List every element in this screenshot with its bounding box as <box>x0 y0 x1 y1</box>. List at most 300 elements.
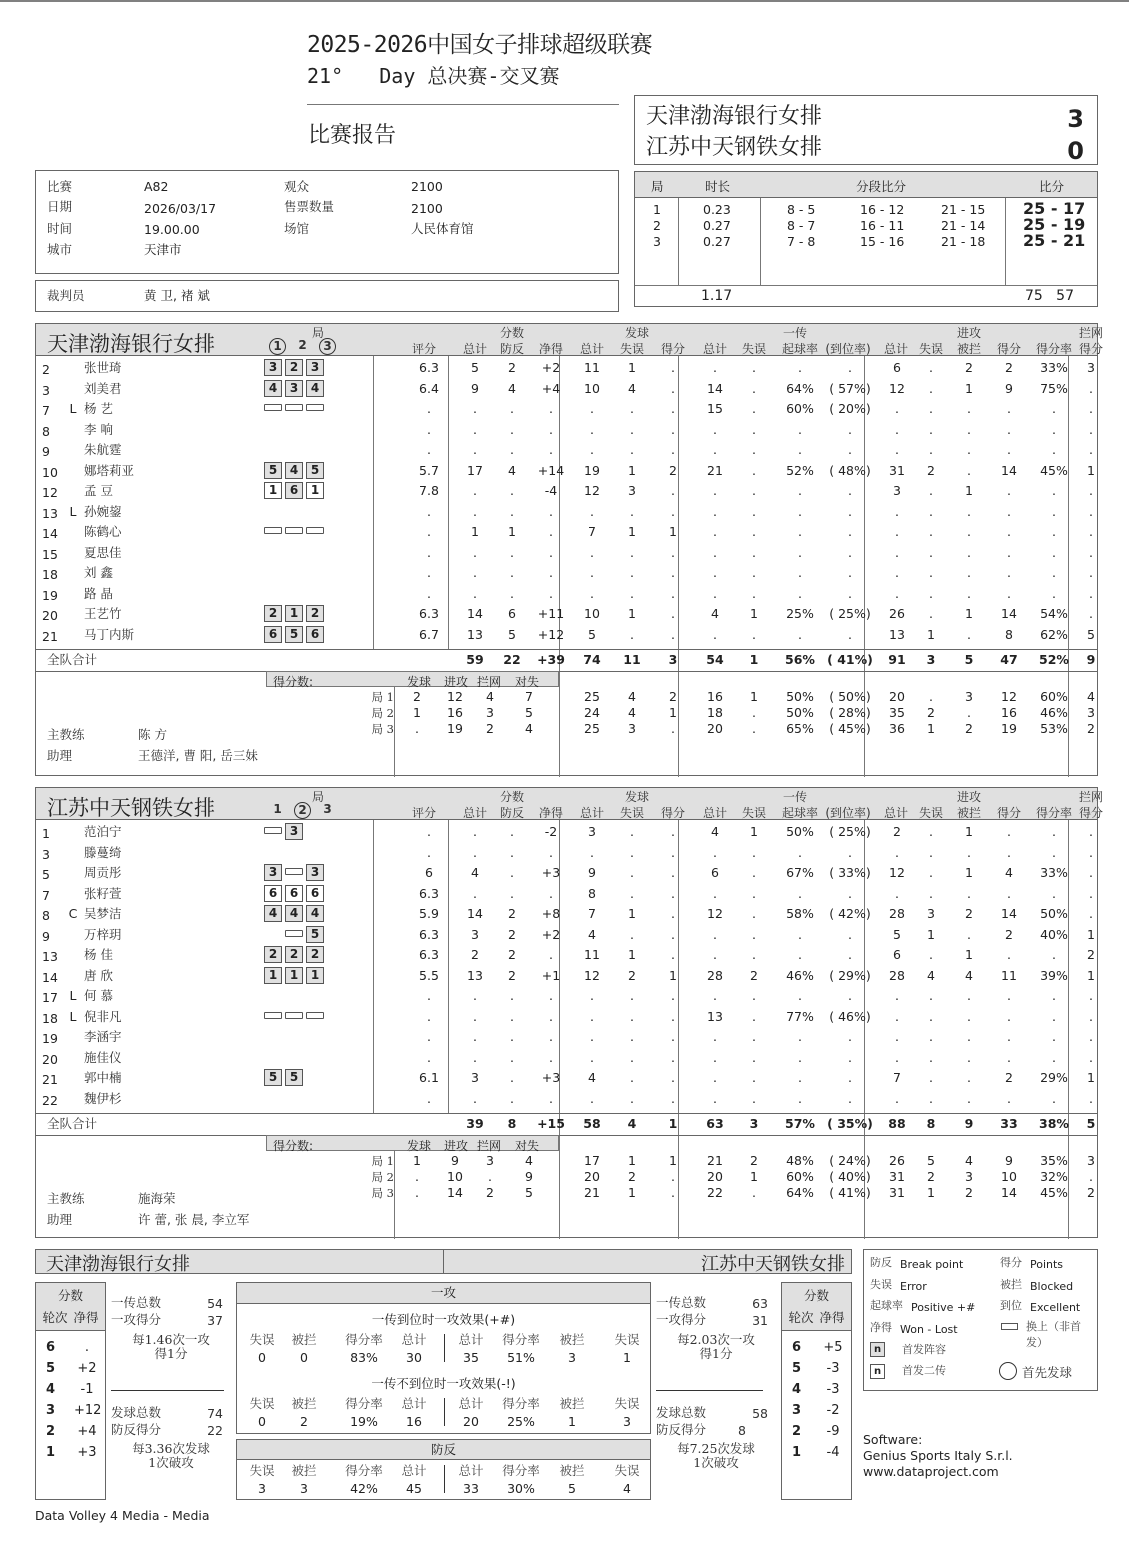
team-separator <box>444 1398 445 1426</box>
player-row[interactable] <box>36 863 1097 884</box>
round-subtitle: 21° Day 总决赛-交叉赛 <box>307 64 560 88</box>
stat-ap: . <box>1007 544 1011 560</box>
stat-rating: . <box>427 824 431 839</box>
software-label: Software: <box>863 1432 923 1447</box>
stat-ap: . <box>1007 988 1011 1003</box>
substitute-label: 换上（非首发） <box>1026 1320 1081 1349</box>
jersey-number: 14 <box>42 969 58 985</box>
stat-net: . <box>549 988 553 1003</box>
set-label: 局 2 <box>371 706 394 720</box>
set-stat-rt: 16 <box>707 689 723 704</box>
starting-position: 2 <box>285 359 303 376</box>
stat-ae: . <box>929 503 933 519</box>
set-stat-apct: 46% <box>1040 705 1068 720</box>
total-st: 74 <box>583 652 601 667</box>
player-name: 陈鹤心 <box>84 524 122 539</box>
stat-bk: . <box>1089 1029 1093 1044</box>
header-by_block: 拦网 <box>477 675 502 689</box>
set-duration: 0.27 <box>703 218 731 233</box>
stat-at: . <box>895 565 899 580</box>
stat-net: . <box>549 844 553 860</box>
stat-rt: . <box>713 844 717 860</box>
stat-re: . <box>752 585 756 601</box>
stat-bk: . <box>1089 380 1093 396</box>
stat-ab: 1 <box>965 606 973 621</box>
legend-cn: 起球率 <box>870 1299 903 1312</box>
city-value: 天津市 <box>144 242 182 257</box>
player-row[interactable] <box>36 543 1097 564</box>
jersey-number: 13 <box>42 949 58 964</box>
home-summary-banner <box>35 1249 444 1274</box>
stat-sp: . <box>671 824 675 839</box>
header-points_by: 得分数: <box>273 1139 314 1153</box>
stat-sp: . <box>671 421 675 437</box>
stat-net: +14 <box>537 462 565 478</box>
set-stat-re: 1 <box>750 689 758 704</box>
stat-rexc: . <box>848 503 852 519</box>
away-value: 3 <box>623 1414 631 1429</box>
header-attack-pct: 得分率 <box>1035 342 1072 356</box>
set-label: 局 1 <box>371 1154 394 1168</box>
set-stat-ae: 2 <box>927 705 935 720</box>
starting-position: 4 <box>306 380 324 397</box>
away-sets-won: 0 <box>1067 137 1084 165</box>
header-attack-points: 得分 <box>996 806 1021 820</box>
team-separator <box>444 1465 445 1493</box>
stat-bp: 4 <box>508 380 516 396</box>
header-reception-errors: 失误 <box>741 806 766 820</box>
stat-re: 1 <box>750 606 758 621</box>
stat-bp: . <box>510 585 514 601</box>
stat-rating: . <box>427 988 431 1003</box>
player-row[interactable] <box>36 379 1097 400</box>
stat-at: 26 <box>889 606 905 621</box>
stat-rating: 6.3 <box>419 885 439 901</box>
stat-ab: 2 <box>965 360 973 375</box>
stat-at: . <box>895 885 899 901</box>
player-row[interactable] <box>36 1089 1097 1110</box>
set-serve-points: 1 <box>413 705 421 720</box>
total-se: 11 <box>623 652 641 667</box>
stat-sp: 1 <box>669 524 677 539</box>
stat-rexc: ( 20%) <box>829 401 871 416</box>
stat-ab: . <box>967 524 971 539</box>
stat-rating: 5.9 <box>419 906 439 921</box>
stat-ae: . <box>929 1090 933 1106</box>
player-name: 刘 鑫 <box>84 565 113 580</box>
spectators-value: 2100 <box>411 179 443 194</box>
first-serve-set-marker <box>319 338 336 355</box>
stat-bk: 3 <box>1087 360 1095 375</box>
player-row[interactable] <box>36 522 1097 543</box>
stat-bp: 4 <box>508 462 516 478</box>
stat-net: +2 <box>541 926 561 942</box>
player-name: 倪非凡 <box>84 1008 122 1024</box>
libero-marker: L <box>69 503 77 519</box>
stat-pt: 1 <box>471 524 479 539</box>
set-stat-ae: 1 <box>927 1185 935 1200</box>
player-name: 范泊宁 <box>84 824 122 839</box>
set-label: 局 1 <box>371 690 394 704</box>
set-marker <box>269 802 286 816</box>
partial-16: 16 - 11 <box>860 218 905 233</box>
player-row[interactable] <box>36 502 1097 523</box>
stat-ap: 2 <box>1005 360 1013 375</box>
team-header <box>36 788 1103 820</box>
set-stat-bk: 3 <box>1087 1153 1095 1168</box>
stat-rexc: . <box>848 585 852 601</box>
header-reception-group: 一传 <box>782 790 807 804</box>
total-ap: 47 <box>1000 652 1018 667</box>
stat-rexc: . <box>848 565 852 580</box>
stat-rexc: . <box>848 947 852 962</box>
set-block-points: . <box>488 1169 492 1184</box>
stat-rt: 6 <box>711 865 719 880</box>
stat-rt: 13 <box>707 1008 723 1024</box>
stat-sp: 1 <box>669 967 677 983</box>
total-net: +15 <box>537 1116 565 1131</box>
jersey-number: 7 <box>42 887 50 903</box>
player-row[interactable] <box>36 584 1097 605</box>
starter-icon: n <box>870 1342 885 1357</box>
col-label: 失误 <box>249 1396 275 1411</box>
stat-bp: . <box>510 1049 514 1065</box>
home-value: 45 <box>406 1481 422 1496</box>
col-label: 总计 <box>458 1463 484 1478</box>
setter-label: 首发二传 <box>902 1364 946 1377</box>
stat-rt: . <box>713 926 717 942</box>
first-serve-label: 首先发球 <box>1022 1365 1073 1380</box>
player-row[interactable] <box>36 945 1097 966</box>
player-row[interactable] <box>36 1007 1097 1028</box>
breakpoint-ratio-note2: 1次破攻 <box>148 1455 194 1470</box>
jersey-number: 12 <box>42 485 58 500</box>
stat-net: +4 <box>541 380 561 396</box>
stat-pt: . <box>473 824 477 839</box>
stat-ab: . <box>967 1070 971 1085</box>
rotation-label: 轮次 <box>788 1310 814 1325</box>
stat-se: . <box>630 421 634 437</box>
sideout-ratio-note: 每2.03次一攻 <box>677 1332 755 1347</box>
starting-position: 3 <box>285 380 303 397</box>
software-url[interactable]: www.dataproject.com <box>863 1464 999 1479</box>
scoreboard <box>634 95 1098 165</box>
player-row[interactable] <box>36 461 1097 482</box>
col-label: 得分率 <box>345 1396 383 1411</box>
set-stat-rexc: ( 50%) <box>829 689 871 704</box>
player-name: 夏思佳 <box>84 544 122 560</box>
set-stat-ae: 2 <box>927 1169 935 1184</box>
col-label: 得分率 <box>502 1396 540 1411</box>
stat-ab: . <box>967 565 971 580</box>
set-stat-re: 1 <box>750 1169 758 1184</box>
serve-total-label: 发球总数 <box>656 1405 707 1420</box>
stat-rexc: . <box>848 524 852 539</box>
stat-bk: 1 <box>1087 926 1095 942</box>
set-block-points: 3 <box>486 1153 494 1168</box>
set-stat-re: 2 <box>750 1153 758 1168</box>
time-value: 19.00.00 <box>144 222 200 237</box>
set-number-label: 3 <box>319 338 336 355</box>
summary-divider <box>111 1390 224 1391</box>
stat-rexc: ( 25%) <box>829 824 871 839</box>
stat-sp: . <box>671 606 675 621</box>
set-stat-apct: 35% <box>1040 1153 1068 1168</box>
player-name: 滕蔓绮 <box>84 844 122 860</box>
set-stat-ap: 19 <box>1001 721 1017 736</box>
stat-rating: 5.5 <box>419 967 439 983</box>
set-number-label: 3 <box>323 802 332 816</box>
away-value: 51% <box>507 1350 535 1365</box>
partial-8: 7 - 8 <box>787 234 816 249</box>
stat-re: . <box>752 947 756 962</box>
stat-re: . <box>752 483 756 498</box>
player-row[interactable] <box>36 481 1097 502</box>
away-value: 5 <box>568 1481 576 1496</box>
player-row[interactable] <box>36 358 1097 379</box>
stat-at: . <box>895 844 899 860</box>
stat-rating: . <box>427 1090 431 1106</box>
stat-pt: 3 <box>471 926 479 942</box>
set-stat-ab: 3 <box>965 689 973 704</box>
stat-rt: . <box>713 947 717 962</box>
stat-ap: 14 <box>1001 906 1017 921</box>
starting-position: 5 <box>264 462 282 479</box>
header-points-total: 总计 <box>462 806 487 820</box>
partial-8: 8 - 5 <box>787 202 816 217</box>
stat-se: . <box>630 1029 634 1044</box>
stat-ae: . <box>929 947 933 962</box>
player-row[interactable] <box>36 925 1097 946</box>
header-serve-points: 得分 <box>660 806 685 820</box>
set-number-label: 2 <box>298 338 307 352</box>
stat-ap: 8 <box>1005 626 1013 642</box>
rotation-net: +12 <box>74 1403 102 1418</box>
stat-ae: . <box>929 885 933 901</box>
stat-rt: . <box>713 503 717 519</box>
stat-at: . <box>895 524 899 539</box>
stat-bp: . <box>510 844 514 860</box>
stat-at: 12 <box>889 865 905 880</box>
stat-rexc: . <box>848 360 852 375</box>
stat-rt: 21 <box>707 462 723 478</box>
partial-21: 21 - 14 <box>941 218 986 233</box>
points-by-header <box>266 1135 559 1151</box>
set-stat-sp: 2 <box>669 689 677 704</box>
player-row[interactable] <box>36 604 1097 625</box>
stat-ap: . <box>1007 442 1011 457</box>
stat-ae: 1 <box>927 626 935 642</box>
stat-rexc: . <box>848 885 852 901</box>
stat-rexc: . <box>848 988 852 1003</box>
stat-ae: . <box>929 844 933 860</box>
total-se: 4 <box>627 1116 637 1131</box>
stat-re: . <box>752 360 756 375</box>
player-row[interactable] <box>36 986 1097 1007</box>
set-attack-points: 12 <box>447 689 463 704</box>
home-value: 19% <box>350 1414 378 1429</box>
player-row[interactable] <box>36 399 1097 420</box>
col-label: 失误 <box>249 1463 275 1478</box>
player-row[interactable] <box>36 563 1097 584</box>
stat-st: . <box>590 1049 594 1065</box>
rotation-net: -3 <box>826 1361 840 1376</box>
stat-ab: 1 <box>965 483 973 498</box>
rotation-header-sub <box>36 1308 105 1326</box>
stat-net: +8 <box>541 906 561 921</box>
stat-ae: . <box>929 380 933 396</box>
assistant-names: 王德洋, 曹 阳, 岳三妹 <box>138 748 258 763</box>
set-stat-rpos: 50% <box>786 689 814 704</box>
stat-rt: . <box>713 1029 717 1044</box>
col-label: 失误 <box>614 1463 640 1478</box>
stat-sp: . <box>671 483 675 498</box>
breakpoint-points-label: 防反得分 <box>656 1422 707 1437</box>
stat-rating: . <box>427 1049 431 1065</box>
player-row[interactable] <box>36 904 1097 925</box>
breakpoint-title: 防反 <box>237 1440 650 1460</box>
stat-sp: . <box>671 926 675 942</box>
header-serve-errors: 失误 <box>619 806 644 820</box>
stat-ab: 4 <box>965 967 973 983</box>
away-summary-banner <box>443 1249 852 1274</box>
referees-value: 黄 卫, 褚 斌 <box>144 288 210 303</box>
stat-net: . <box>549 524 553 539</box>
total-re: 3 <box>749 1116 759 1131</box>
stat-se: . <box>630 988 634 1003</box>
player-row[interactable] <box>36 1048 1097 1069</box>
head-coach-name: 陈 方 <box>138 727 167 742</box>
player-row[interactable] <box>36 884 1097 905</box>
stat-ap: . <box>1007 585 1011 601</box>
stat-at: . <box>895 544 899 560</box>
stat-rpos: . <box>798 844 802 860</box>
total-rt: 54 <box>706 652 724 667</box>
player-row[interactable] <box>36 625 1097 646</box>
jersey-number: 8 <box>42 908 50 923</box>
player-row[interactable] <box>36 966 1097 987</box>
team-total-label: 全队合计 <box>47 652 98 667</box>
assistant-label: 助理 <box>47 1212 73 1227</box>
starting-position: 5 <box>285 1069 303 1086</box>
player-row[interactable] <box>36 420 1097 441</box>
set-stat-se: 1 <box>628 1185 636 1200</box>
set-stat-re: . <box>752 1185 756 1200</box>
stat-rexc: . <box>848 1029 852 1044</box>
stat-rpos: . <box>798 565 802 580</box>
col-label: 得分率 <box>345 1332 383 1347</box>
player-row[interactable] <box>36 822 1097 843</box>
stat-ab: . <box>967 1090 971 1106</box>
stat-bp: 2 <box>508 906 516 921</box>
stat-sp: . <box>671 906 675 921</box>
rotation-net: +3 <box>77 1445 97 1460</box>
header-reception-excellent: (到位率) <box>825 806 871 820</box>
header-points-bp: 防反 <box>499 806 524 820</box>
total-re: 1 <box>749 652 759 667</box>
stat-st: . <box>590 1029 594 1044</box>
home-value: 3 <box>258 1481 266 1496</box>
stat-ab: . <box>967 503 971 519</box>
assistant-names: 许 蕾, 张 晨, 李立军 <box>138 1212 250 1227</box>
stat-st: . <box>590 565 594 580</box>
stat-ap: . <box>1007 1090 1011 1106</box>
stat-st: . <box>590 503 594 519</box>
partial-21: 21 - 15 <box>941 202 986 217</box>
stat-pt: . <box>473 1008 477 1024</box>
set-stat-rt: 22 <box>707 1185 723 1200</box>
header-points-group: 分数 <box>499 790 524 804</box>
stat-apct: . <box>1052 824 1056 839</box>
stat-rt: . <box>713 626 717 642</box>
stat-rpos: 77% <box>786 1008 814 1024</box>
player-row[interactable] <box>36 440 1097 461</box>
stat-rpos: 52% <box>786 462 814 478</box>
set-stat-ab: 2 <box>965 721 973 736</box>
away-value: 35 <box>463 1350 479 1365</box>
away-team-stats <box>35 787 1103 1238</box>
stat-ae: 1 <box>927 926 935 942</box>
starting-position: 2 <box>285 946 303 963</box>
player-name: 杨 佳 <box>84 947 113 962</box>
set-stat-rpos: 48% <box>786 1153 814 1168</box>
stat-ab: . <box>967 442 971 457</box>
legend-en: Positive +# <box>911 1301 976 1314</box>
stat-bp: . <box>510 824 514 839</box>
set-stat-st: 25 <box>584 689 600 704</box>
col-label: 总计 <box>401 1332 427 1347</box>
stat-st: 5 <box>588 626 596 642</box>
stat-ae: . <box>929 442 933 457</box>
set-stat-ab: 4 <box>965 1153 973 1168</box>
stat-pt: 13 <box>467 626 483 642</box>
set-stat-ae: 5 <box>927 1153 935 1168</box>
starting-position: 2 <box>306 605 324 622</box>
header-serve-group: 发球 <box>624 790 649 804</box>
player-name: 何 慕 <box>84 988 113 1003</box>
stat-bp: . <box>510 1008 514 1024</box>
stat-bk: . <box>1089 401 1093 416</box>
away-value: 4 <box>623 1481 631 1496</box>
set-stat-bk: 2 <box>1087 1185 1095 1200</box>
player-row[interactable] <box>36 843 1097 864</box>
stat-st: . <box>590 1008 594 1024</box>
away-rotation-box <box>781 1282 852 1500</box>
rotation-header-sub <box>782 1308 851 1326</box>
set-attack-points: 14 <box>447 1185 463 1200</box>
stat-rating: . <box>427 1029 431 1044</box>
player-row[interactable] <box>36 1027 1097 1048</box>
partial-16: 15 - 16 <box>860 234 905 249</box>
stat-pt: 9 <box>471 380 479 396</box>
starting-position: 1 <box>285 605 303 622</box>
set-stat-bk: . <box>1089 1169 1093 1184</box>
stat-rating: . <box>427 565 431 580</box>
jersey-number: 13 <box>42 505 58 521</box>
player-row[interactable] <box>36 1068 1097 1089</box>
stat-ab: . <box>967 585 971 601</box>
home-value: 83% <box>350 1350 378 1365</box>
libero-marker: L <box>69 988 77 1003</box>
rotation-number: 1 <box>792 1445 802 1460</box>
stat-rpos: 25% <box>786 606 814 621</box>
substitute-indicator <box>285 930 303 937</box>
stat-bk: 5 <box>1087 626 1095 642</box>
set-attack-points: 10 <box>447 1169 463 1184</box>
legend-item <box>1000 1254 1063 1270</box>
set-stat-se: 4 <box>628 689 636 704</box>
stat-pt: . <box>473 1090 477 1106</box>
